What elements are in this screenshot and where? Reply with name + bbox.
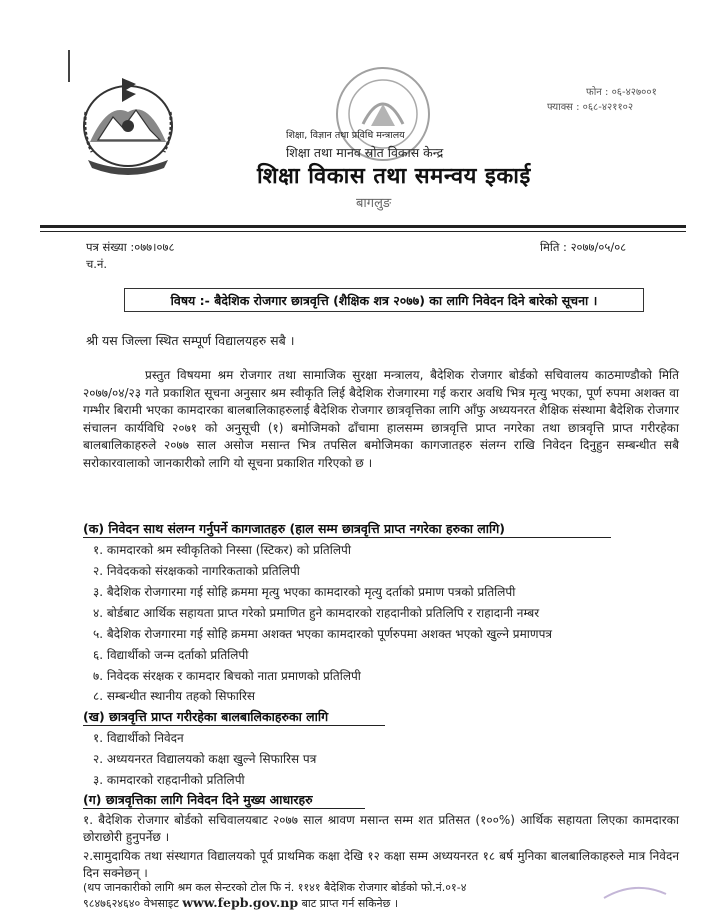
footer-line-2	[83, 895, 398, 911]
center-name: शिक्षा तथा मानव स्रोत विकास केन्द्र	[286, 145, 444, 160]
list-item: ४. बोर्डबाट आर्थिक सहायता प्राप्त गरेको प्रमाणित हुने कामदारको राहदानीको प्रतिलिपि र राहादानी नम्बर	[93, 606, 540, 620]
salutation: श्री यस जिल्ला स्थित सम्पूर्ण विद्यालयहरु सबै ।	[86, 333, 295, 348]
section-kha-underline	[83, 725, 385, 726]
office-place: बागलुङ	[356, 196, 392, 211]
criteria-item: १. बैदेशिक रोजगार बोर्डको सचिवालयबाट २०७७ साल श्रावण मसान्त सम्म शत प्रतिसत (१००%) आर्थिक सहायता लिएका कामदारका छोराछोरी हुनुपर्नेछ ।	[83, 813, 679, 844]
list-item: २. निवेदकको संरक्षकको नागरिकताको प्रतिलिपी	[93, 564, 300, 578]
list-item: १. विद्यार्थीको निवेदन	[93, 731, 184, 745]
dispatch-number: च.नं.	[86, 257, 107, 271]
ministry-name: शिक्षा, विज्ञान तथा प्रविधि मन्त्रालय	[286, 130, 405, 141]
section-ga-heading: (ग) छात्रवृत्तिका लागि निवेदन दिने मुख्य आधारहरु	[83, 792, 313, 807]
body-paragraph	[83, 367, 679, 473]
header-rule-thin	[40, 231, 686, 232]
list-item: ८. सम्बन्धीत स्थानीय तहको सिफारिस	[93, 689, 256, 703]
list-item: ६. विद्यार्थीको जन्म दर्ताको प्रतिलिपी	[93, 648, 249, 662]
letter-number: पत्र संख्या :०७७।०७८	[86, 240, 175, 254]
footer-line-1: (थप जानकारीको लागि श्रम कल सेन्टरको टोल फि नं. ११४१ बैदेशिक रोजगार बोर्डको फो.नं.०१-४	[83, 881, 467, 894]
list-item: ५. बैदेशिक रोजगारमा गई सोहि क्रममा अशक्त भएका कामदारको पूर्णरुपमा अशक्त भएको खुल्ने प्रमाणपत्र	[93, 627, 553, 641]
section-ka-heading: (क) निवेदन साथ संलग्न गर्नुपर्ने कागजातहरु (हाल सम्म छात्रवृत्ति प्राप्त नगरेका हरुका लागि)	[83, 521, 505, 536]
list-item: ३. बैदेशिक रोजगारमा गई सोहि क्रममा मृत्यु भएका कामदारको मृत्यु दर्ताको प्रमाण पत्रको प्रतिलिपी	[93, 585, 516, 599]
letter-date: मिति : २०७७/०५/०८	[540, 240, 627, 254]
nepal-emblem-icon	[78, 72, 178, 176]
footer-suffix: बाट प्राप्त गर्न सकिनेछ ।	[301, 897, 399, 910]
section-ga-underline	[83, 808, 365, 809]
section-ka-underline	[83, 537, 611, 538]
website-link[interactable]: www.fepb.gov.np	[182, 895, 299, 910]
header-rule-thick	[40, 225, 686, 228]
list-item: ३. कामदारको राहदानीको प्रतिलिपी	[93, 773, 245, 787]
section-kha-heading: (ख) छात्रवृत्ति प्राप्त गरीरहेका बालबालिकाहरुका लागि	[83, 709, 329, 724]
criteria-item: २.सामुदायिक तथा संस्थागत विद्यालयको पूर्व प्राथमिक कक्षा देखि १२ कक्षा सम्म अध्ययनरत १८ बर्ष मुनिका बालबालिकाहरुले मात्र निवेदन दिन सक्नेछन् ।	[83, 849, 679, 880]
unit-name: शिक्षा विकास तथा समन्वय इकाई	[257, 164, 531, 189]
faint-stamp-icon	[600, 878, 670, 902]
footer-phone-label: ९८४७६२४६४० वेभसाइट	[83, 897, 179, 910]
list-item: २. अध्ययनरत विद्यालयको कक्षा खुल्ने सिफारिस पत्र	[93, 752, 317, 766]
contact-fax: फ्याक्स : ०६८-४२११०२	[547, 102, 634, 113]
subject-text: विषय :- बैदेशिक रोजगार छात्रवृत्ति (शैक्षिक शत्र २०७७) का लागि निवेदन दिने बारेको सूचना ।	[170, 292, 598, 308]
margin-mark	[68, 50, 70, 82]
list-item: १. कामदारको श्रम स्वीकृतिको निस्सा (स्टिकर) को प्रतिलिपी	[93, 543, 351, 557]
body-text: प्रस्तुत विषयमा श्रम रोजगार तथा सामाजिक सुरक्षा मन्त्रालय, बैदेशिक रोजगार बोर्डको सचिवालय काठमाण्डौको मिति २०७७/०४/२३ गते प्रकाशित सूचना अनुसार श्रम स्वीकृति लिई बैदेशिक रोजगारमा गई करार अवधि भित्र मृत्यु भएका, पूर्ण रुपमा अशक्त वा गम्भीर बिरामी भएका कामदारका बालबालिकाहरुलाई बैदेशिक रोजगार छात्रवृत्तिका लागि आँफु अध्ययनरत शैक्षिक संस्थामा बैदेशिक रोजगार संचालन कार्यविधि २०७१ को अनुसूची (१) बमोजिमको ढाँचामा हालसम्म छात्रवृत्ति प्राप्त नगरेका तथा छात्रवृत्ति प्राप्त गरीरहेका बालबालिकाहरुले २०७७ साल असोज मसान्त भित्र तपसिल बमोजिमका कागजातहरु संलग्न राखि निवेदन दिनुहुन सम्बन्धीत सबै सरोकारवालाको जानकारीको लागि यो सूचना प्रकाशित गरिएको छ ।	[83, 368, 679, 470]
list-item: ७. निवेदक संरक्षक र कामदार बिचको नाता प्रमाणको प्रतिलिपी	[93, 669, 361, 683]
subject-line	[124, 288, 644, 312]
contact-phone: फोन : ०६-४२७००१	[586, 87, 657, 98]
